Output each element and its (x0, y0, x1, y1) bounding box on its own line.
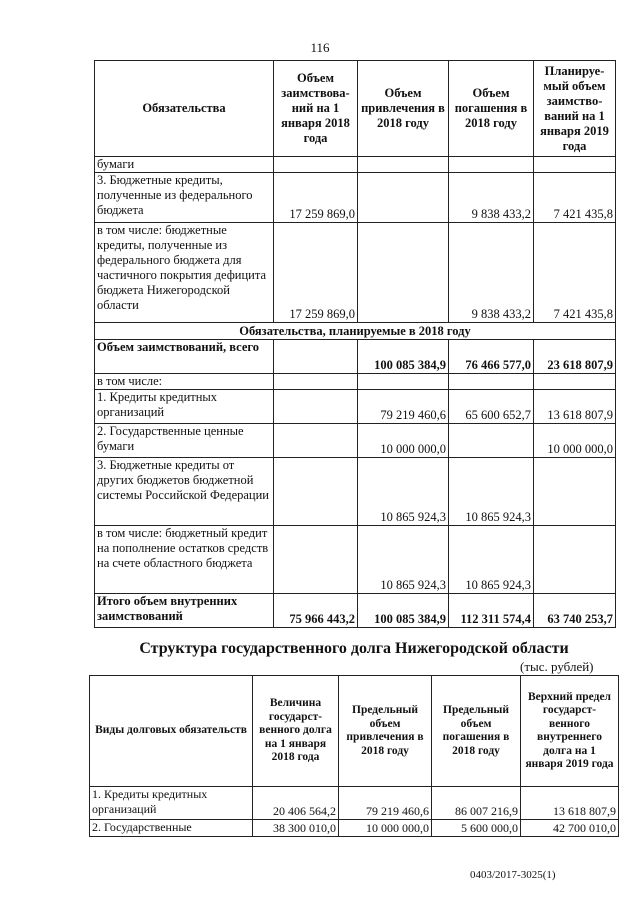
header-attraction: Объем привлечения в 2018 году (358, 61, 449, 157)
cell-value (449, 157, 534, 173)
section-title: Обязательства, планируемые в 2018 году (95, 323, 616, 340)
header-debt-types: Виды долговых обязательств (90, 676, 253, 787)
table-row-grand-total (95, 594, 616, 628)
row-label: в том числе: (95, 374, 274, 390)
cell-value (534, 458, 616, 526)
cell-value: 10 000 000,0 (534, 424, 616, 458)
table-row (90, 820, 619, 837)
row-label: 1. Кредиты кредитных организаций (90, 787, 253, 820)
cell-value: 75 966 443,2 (274, 594, 358, 628)
table-header-row (95, 61, 616, 157)
header-planned-2019: Планируе-мый объем заимство-ваний на 1 января 2019 года (534, 61, 616, 157)
cell-value (274, 390, 358, 424)
cell-value (358, 157, 449, 173)
page-number: 116 (310, 40, 330, 55)
table-row (95, 374, 616, 390)
borrowings-table (94, 60, 616, 628)
cell-value: 10 865 924,3 (449, 458, 534, 526)
document-number: 0403/2017-3025(1) (470, 869, 556, 881)
cell-value: 17 259 869,0 (274, 173, 358, 223)
table-row (95, 223, 616, 323)
header-max-attraction: Предельный объем привлечения в 2018 году (339, 676, 432, 787)
row-label: 3. Бюджетные кредиты, полученные из федерального бюджета (95, 173, 274, 223)
row-label: Итого объем внутренних заимствований (95, 594, 274, 628)
cell-value: 42 700 010,0 (521, 820, 619, 837)
header-volume-2018: Объем заимствова-ний на 1 января 2018 года (274, 61, 358, 157)
row-label: бумаги (95, 157, 274, 173)
cell-value: 79 219 460,6 (339, 787, 432, 820)
cell-value: 112 311 574,4 (449, 594, 534, 628)
header-repayment: Объем погашения в 2018 году (449, 61, 534, 157)
table-header-row (90, 676, 619, 787)
cell-value: 7 421 435,8 (534, 173, 616, 223)
cell-value (449, 424, 534, 458)
cell-value: 10 865 924,3 (358, 458, 449, 526)
cell-value: 20 406 564,2 (253, 787, 339, 820)
cell-value: 86 007 216,9 (432, 787, 521, 820)
cell-value (274, 458, 358, 526)
table-row (95, 424, 616, 458)
cell-value (358, 173, 449, 223)
table-row (95, 458, 616, 526)
cell-value: 100 085 384,9 (358, 594, 449, 628)
table-row-total-planned (95, 340, 616, 374)
cell-value: 10 000 000,0 (339, 820, 432, 837)
cell-value (274, 526, 358, 594)
cell-value: 17 259 869,0 (274, 223, 358, 323)
debt-structure-table (89, 675, 619, 837)
row-label: в том числе: бюджетные кредиты, полученные из федерального бюджета для частичного покрытия дефицита бюджета Нижегородской области (95, 223, 274, 323)
cell-value: 100 085 384,9 (358, 340, 449, 374)
row-label: 1. Кредиты кредитных организаций (95, 390, 274, 424)
cell-value: 9 838 433,2 (449, 173, 534, 223)
cell-value: 7 421 435,8 (534, 223, 616, 323)
header-obligations: Обязательства (95, 61, 274, 157)
header-max-repayment: Предельный объем погашения в 2018 году (432, 676, 521, 787)
cell-value: 5 600 000,0 (432, 820, 521, 837)
debt-structure-title: Структура государственного долга Нижегородской области (139, 640, 569, 657)
cell-value: 10 865 924,3 (449, 526, 534, 594)
table-row (90, 787, 619, 820)
cell-value: 10 000 000,0 (358, 424, 449, 458)
row-label: Объем заимствований, всего (95, 340, 274, 374)
cell-value (274, 424, 358, 458)
cell-value: 10 865 924,3 (358, 526, 449, 594)
cell-value: 76 466 577,0 (449, 340, 534, 374)
row-label: 2. Государственные (90, 820, 253, 837)
table-row (95, 390, 616, 424)
cell-value: 23 618 807,9 (534, 340, 616, 374)
cell-value: 79 219 460,6 (358, 390, 449, 424)
row-label: 2. Государственные ценные бумаги (95, 424, 274, 458)
table-row (95, 173, 616, 223)
units-label: (тыс. рублей) (520, 659, 594, 674)
header-debt-2018: Величина государст-венного долга на 1 января 2018 года (253, 676, 339, 787)
cell-value: 65 600 652,7 (449, 390, 534, 424)
cell-value (274, 340, 358, 374)
header-upper-limit-2019: Верхний предел государст-венного внутреннего долга на 1 января 2019 года (521, 676, 619, 787)
cell-value: 13 618 807,9 (534, 390, 616, 424)
row-label: в том числе: бюджетный кредит на пополнение остатков средств на счете областного бюджета (95, 526, 274, 594)
cell-value (358, 223, 449, 323)
cell-value: 9 838 433,2 (449, 223, 534, 323)
row-label: 3. Бюджетные кредиты от других бюджетов бюджетной системы Российской Федерации (95, 458, 274, 526)
cell-value: 38 300 010,0 (253, 820, 339, 837)
cell-value (534, 526, 616, 594)
cell-value: 63 740 253,7 (534, 594, 616, 628)
table-row (95, 526, 616, 594)
section-row (95, 323, 616, 340)
cell-value (534, 157, 616, 173)
cell-value (274, 157, 358, 173)
cell-value: 13 618 807,9 (521, 787, 619, 820)
table-row (95, 157, 616, 173)
